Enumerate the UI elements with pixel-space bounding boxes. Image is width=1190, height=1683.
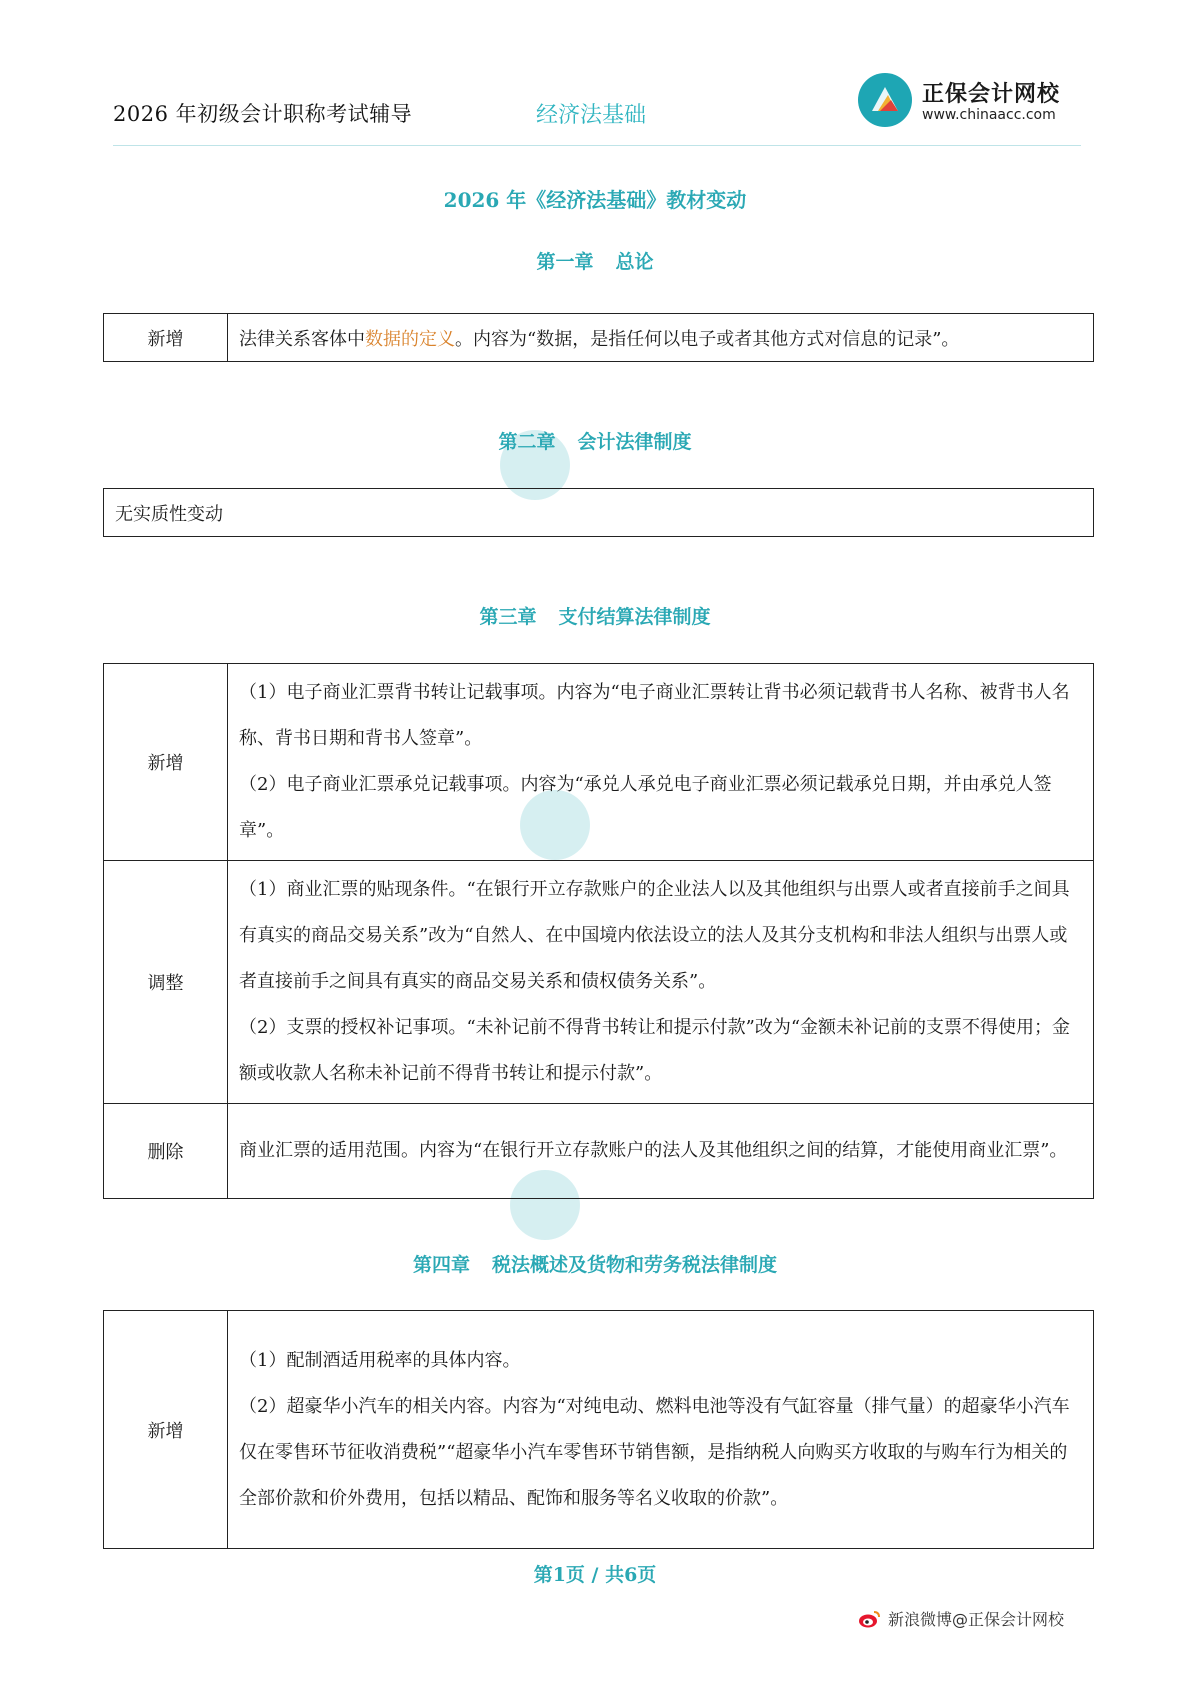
table-row [104,664,1094,861]
row-content [228,1104,1094,1199]
chapter-1-table [103,313,1094,362]
chapter-heading [0,1250,1190,1277]
chapter-3-table [103,663,1094,1199]
chapter-number: 第四章 [412,1254,470,1276]
header-divider [113,145,1081,146]
document-title: 2026 年《经济法基础》教材变动 [443,188,747,212]
content-item: 商业汇票的适用范围。内容为“在银行开立存款账户的法人及其他组织之间的结算，才能使用商业汇票”。 [239,1140,1068,1161]
chapter-number: 第三章 [479,606,537,628]
content-item: （1）配制酒适用税率的具体内容。 [239,1349,521,1371]
chapter-2-table [103,488,1094,537]
content-item: （2）支票的授权补记事项。“未补记前不得背书转让和提示付款”改为“金额未补记前的支票不得使用；金额或收款人名称未补记前不得背书转让和提示付款”。 [239,1017,1071,1084]
chapter-number: 第二章 [498,431,556,453]
row-content [228,1311,1094,1549]
row-content: 无实质性变动 [104,489,1094,537]
chapter-heading [0,247,1190,274]
row-content [228,314,1094,362]
logo-name: 正保会计网校 [922,82,1061,107]
table-row [104,1104,1094,1199]
row-content [228,861,1094,1104]
content-item: （2）电子商业汇票承兑记载事项。内容为“承兑人承兑电子商业汇票必须记载承兑日期，并由承兑人签章”。 [239,774,1052,841]
brand-logo[interactable] [858,73,1098,133]
highlight-text: 数据的定义 [365,328,455,350]
table-row [104,861,1094,1104]
row-label: 新增 [104,1311,228,1549]
logo-url: www.chinaacc.com [922,107,1056,123]
content-item: （2）超豪华小汽车的相关内容。内容为“对纯电动、燃料电池等没有气缸容量（排气量）的超豪华小汽车仅在零售环节征收消费税”“超豪华小汽车零售环节销售额，是指纳税人向购买方收取的与购车行为相关的全部价款和价外费用，包括以精品、配饰和服务等名义收取的价款”。 [239,1395,1070,1509]
row-label: 新增 [104,664,228,861]
table-row [104,489,1094,537]
content-item: （1）商业汇票的贴现条件。“在银行开立存款账户的企业法人以及其他组织与出票人或者直接前手之间具有真实的商品交易关系”改为“自然人、在中国境内依法设立的法人及其分支机构和非法人组织与出票人或者直接前手之间具有真实的商品交易关系和债权债务关系”。 [239,879,1070,992]
row-label: 调整 [104,861,228,1104]
header-title: 2026 年初级会计职称考试辅导 [113,102,413,126]
weibo-text: 新浪微博@正保会计网校 [888,1610,1065,1629]
chapter-heading [0,427,1190,454]
content-item: （1）电子商业汇票背书转让记载事项。内容为“电子商业汇票转让背书必须记载背书人名称、被背书人名称、背书日期和背书人签章”。 [239,682,1070,749]
chapter-heading [0,602,1190,629]
content-text: 法律关系客体中 [239,328,365,350]
row-label: 新增 [104,314,228,362]
content-text: 。内容为“数据，是指任何以电子或者其他方式对信息的记录”。 [455,328,960,350]
header-subject: 经济法基础 [536,103,647,128]
chapter-name: 税法概述及货物和劳务税法律制度 [492,1254,778,1276]
page-number: 第1页 / 共6页 [533,1564,657,1586]
chapter-number: 第一章 [536,251,594,273]
table-row [104,1311,1094,1549]
row-label: 删除 [104,1104,228,1199]
chapter-name: 支付结算法律制度 [558,606,711,628]
weibo-link[interactable] [858,1607,1064,1633]
weibo-icon [858,1609,882,1633]
table-row [104,314,1094,362]
chapter-name: 会计法律制度 [577,431,692,453]
row-content [228,664,1094,861]
chapter-name: 总论 [615,251,654,273]
chapter-4-table [103,1310,1094,1549]
logo-icon [858,73,912,127]
